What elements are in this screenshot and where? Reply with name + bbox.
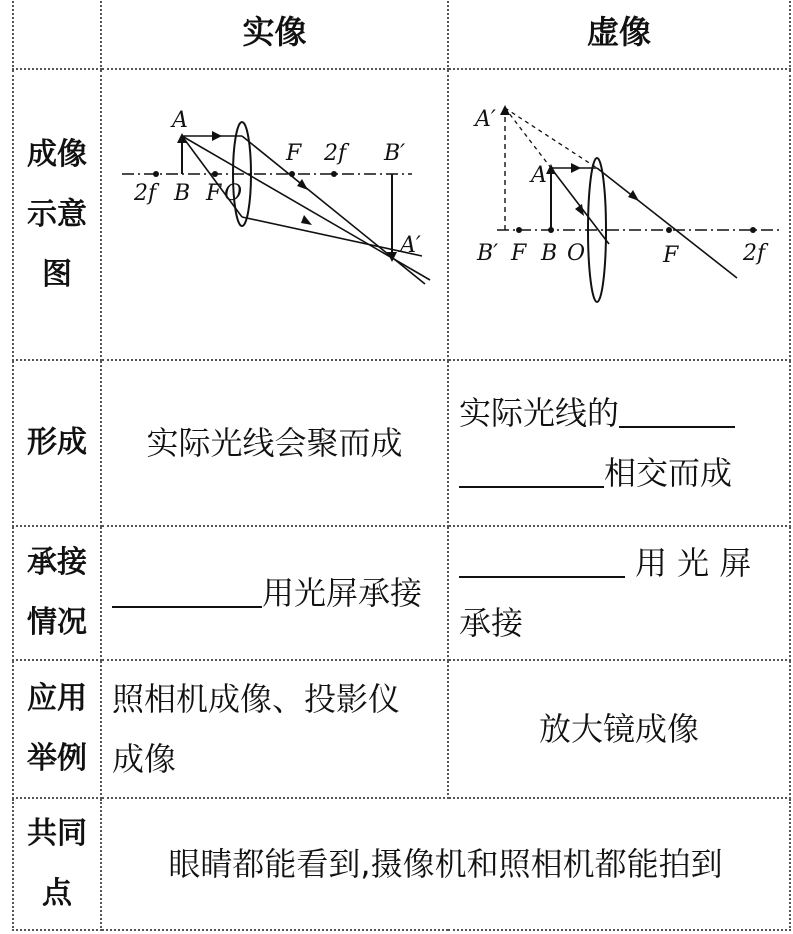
label-F-right: F	[286, 141, 302, 166]
virtual-image-header: 虚像	[448, 0, 790, 69]
label-O: O	[567, 241, 586, 266]
formation-row-label: 形成	[13, 360, 101, 526]
virtual-application-cell: 放大镜成像	[448, 660, 790, 798]
label-B: B	[541, 241, 558, 266]
fill-blank-2[interactable]	[459, 454, 604, 488]
real-formation-cell: 实际光线会聚而成	[101, 360, 448, 526]
label-2f: 2f	[743, 241, 766, 266]
receive-label-line: 承接	[27, 545, 87, 580]
real-application-text-2: 成像	[112, 740, 177, 778]
diagram-row-label	[13, 69, 101, 360]
real-receive-text: 用光屏承接	[262, 574, 423, 612]
virtual-formation-cell	[448, 360, 790, 526]
label-2f-right: 2f	[324, 141, 347, 166]
fill-blank-1[interactable]	[619, 394, 735, 428]
application-label-line: 举例	[27, 741, 87, 776]
receive-label-line: 情况	[27, 605, 87, 640]
label-2f-left: 2f	[134, 181, 157, 206]
common-label-line: 共同	[27, 816, 87, 851]
real-image-diagram-cell	[101, 69, 448, 360]
diagram-label-line: 示意	[27, 196, 87, 232]
virtual-receive-cell	[448, 526, 790, 660]
common-label-line: 点	[42, 876, 72, 911]
real-image-ray-diagram	[112, 70, 457, 340]
label-B-prime: B′	[477, 241, 499, 266]
label-F-right: F	[663, 243, 679, 268]
diagram-row	[13, 69, 790, 360]
fill-blank-4[interactable]	[459, 544, 625, 578]
virtual-receive-text-1: 用 光 屏	[635, 544, 752, 582]
application-row-label	[13, 660, 101, 798]
virtual-image-diagram-cell	[448, 69, 790, 360]
application-row	[13, 660, 790, 798]
application-label-line: 应用	[27, 681, 87, 716]
virtual-formation-text-1: 实际光线的	[459, 394, 620, 432]
comparison-table	[12, 0, 791, 931]
label-A-prime: A′	[400, 233, 421, 258]
common-row	[13, 798, 790, 930]
diagram-label-line: 成像	[27, 136, 87, 172]
label-A-prime: A′	[475, 107, 496, 132]
formation-row	[13, 360, 790, 526]
label-B: B	[174, 181, 191, 206]
diagram-label-line: 图	[42, 256, 72, 292]
receive-row	[13, 526, 790, 660]
label-B-prime: B′	[384, 141, 406, 166]
real-image-header: 实像	[101, 0, 448, 69]
label-A: A	[531, 163, 547, 188]
common-points-cell: 眼睛都能看到,摄像机和照相机都能拍到	[101, 798, 790, 930]
corner-cell	[13, 0, 101, 69]
virtual-receive-text-2: 承接	[459, 604, 524, 642]
fill-blank-3[interactable]	[112, 574, 262, 608]
real-receive-cell	[101, 526, 448, 660]
label-A: A	[172, 108, 188, 133]
header-row	[13, 0, 790, 69]
real-application-cell	[101, 660, 448, 798]
virtual-formation-text-2: 相交而成	[604, 454, 733, 492]
label-F-left: F	[206, 181, 222, 206]
virtual-image-ray-diagram	[459, 70, 793, 340]
real-application-text-1: 照相机成像、投影仪	[112, 680, 401, 718]
receive-row-label	[13, 526, 101, 660]
label-F-left: F	[511, 241, 527, 266]
common-row-label	[13, 798, 101, 930]
label-O: O	[224, 181, 243, 206]
